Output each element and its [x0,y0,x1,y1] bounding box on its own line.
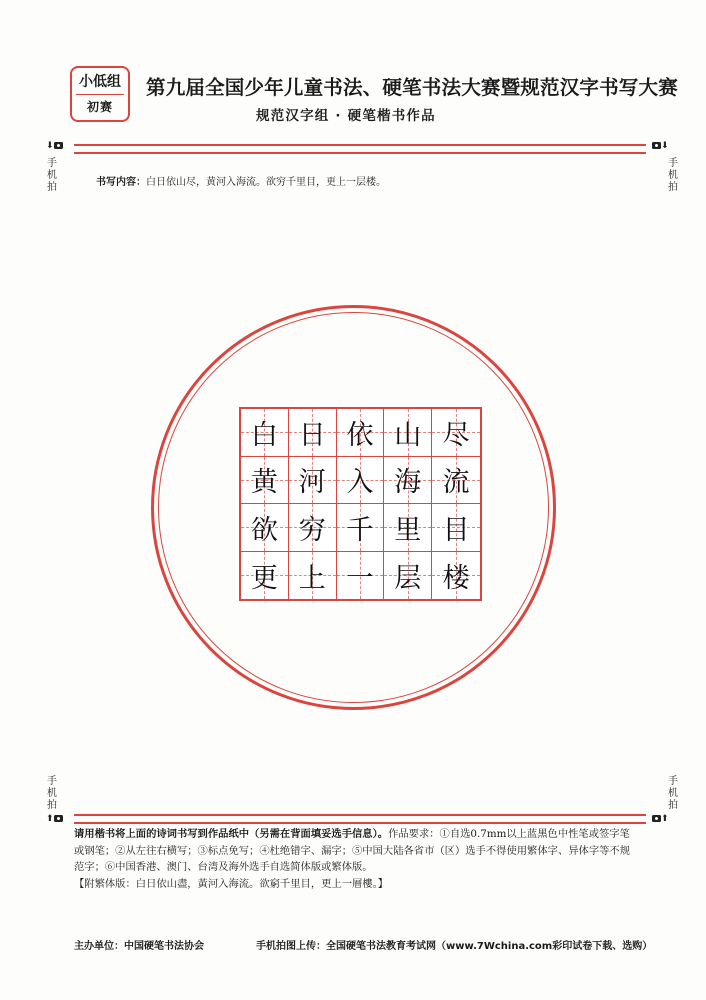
grid-cell [432,457,480,505]
upload-info: 手机拍图上传：全国硬笔书法教育考试网（www.7Wchina.com彩印试卷下载、选购） [256,941,653,952]
handwritten-character: 层 [394,562,422,594]
handwritten-character: 目 [442,514,470,546]
grid-cell [432,552,480,600]
grid-cell [289,457,337,505]
grid-cell [289,504,337,552]
handwritten-character: 河 [298,467,326,499]
grid-cell [384,409,432,457]
phone-photo-label-left-bottom: 手机拍 [47,776,57,811]
handwritten-character: 更 [250,562,278,594]
handwritten-character: 上 [298,562,326,594]
handwritten-character: 穷 [298,514,326,546]
page-title: 第九届全国少年儿童书法、硬笔书法大赛暨规范汉字书写大赛 [146,76,678,99]
handwritten-character: 里 [394,514,422,546]
grid-cell [241,409,289,457]
grid-cell [241,457,289,505]
instructions [74,826,634,892]
handwritten-character: 入 [346,467,374,499]
writing-content-text: 白日依山尽，黄河入海流。欲穷千里目，更上一层楼。 [146,177,386,188]
phone-photo-label-left-top: 手机拍 [47,158,57,193]
camera-arrow-up-icon: ⬆ [652,815,669,824]
grid-cell [289,552,337,600]
handwritten-character: 欲 [250,514,278,546]
handwritten-character: 黄 [250,467,278,499]
grid-cell [337,504,385,552]
handwritten-character: 千 [346,514,374,546]
grid-cell [289,409,337,457]
handwritten-character: 楼 [442,562,470,594]
instructions-lead: 请用楷书将上面的诗词书写到作品纸中（另需在背面填妥选手信息）。 [74,828,389,840]
handwritten-character: 白 [250,419,278,451]
phone-photo-label-right-top: 手机拍 [668,158,678,193]
bottom-rule [74,814,646,824]
grid-cell [384,504,432,552]
grid-cell [337,552,385,600]
handwritten-character: 流 [442,467,470,499]
handwritten-character: 海 [394,467,422,499]
arrow-camera-icon: ⬇ [46,142,63,151]
grid-cell [337,409,385,457]
handwritten-character: 山 [394,419,422,451]
grid-cell [384,552,432,600]
grid-cell [337,457,385,505]
grid-cell [384,457,432,505]
phone-photo-label-right-bottom: 手机拍 [668,776,678,811]
camera-arrow-icon: ⬇ [652,142,669,151]
group-badge [70,66,130,122]
writing-content-label: 书写内容： [96,177,146,188]
writing-content [96,173,386,188]
organizer: 主办单位：中国硬笔书法协会 [74,941,204,952]
handwritten-character: 尽 [442,419,470,451]
badge-round-label: 初赛 [86,100,113,114]
page-subtitle: 规范汉字组 · 硬笔楷书作品 [256,108,436,124]
badge-group-label: 小低组 [76,70,124,95]
handwritten-character: 依 [346,419,374,451]
grid-cell [432,504,480,552]
grid-cell [241,552,289,600]
grid-cell [432,409,480,457]
traditional-version: 【附繁体版：白日依山盡，黃河入海流。欲窮千里目，更上一層樓。】 [74,877,389,890]
calligraphy-grid [239,407,482,601]
instructions-body: 作品要求：①自选0.7mm以上蓝黑色中性笔或签字笔或钢笔；②从左往右横写；③标点免写；④杜绝错字、漏字；⑤中国大陆各省市（区）选手不得使用繁体字、异体字等不规范字；⑥中国香港、澳门、台湾及海外选手自选简体版或繁体版。 [74,828,631,873]
top-rule [74,144,646,154]
grid-cell [241,504,289,552]
arrow-up-camera-icon: ⬆ [46,815,63,824]
handwritten-character: 一 [346,562,374,594]
handwritten-character: 日 [298,419,326,451]
